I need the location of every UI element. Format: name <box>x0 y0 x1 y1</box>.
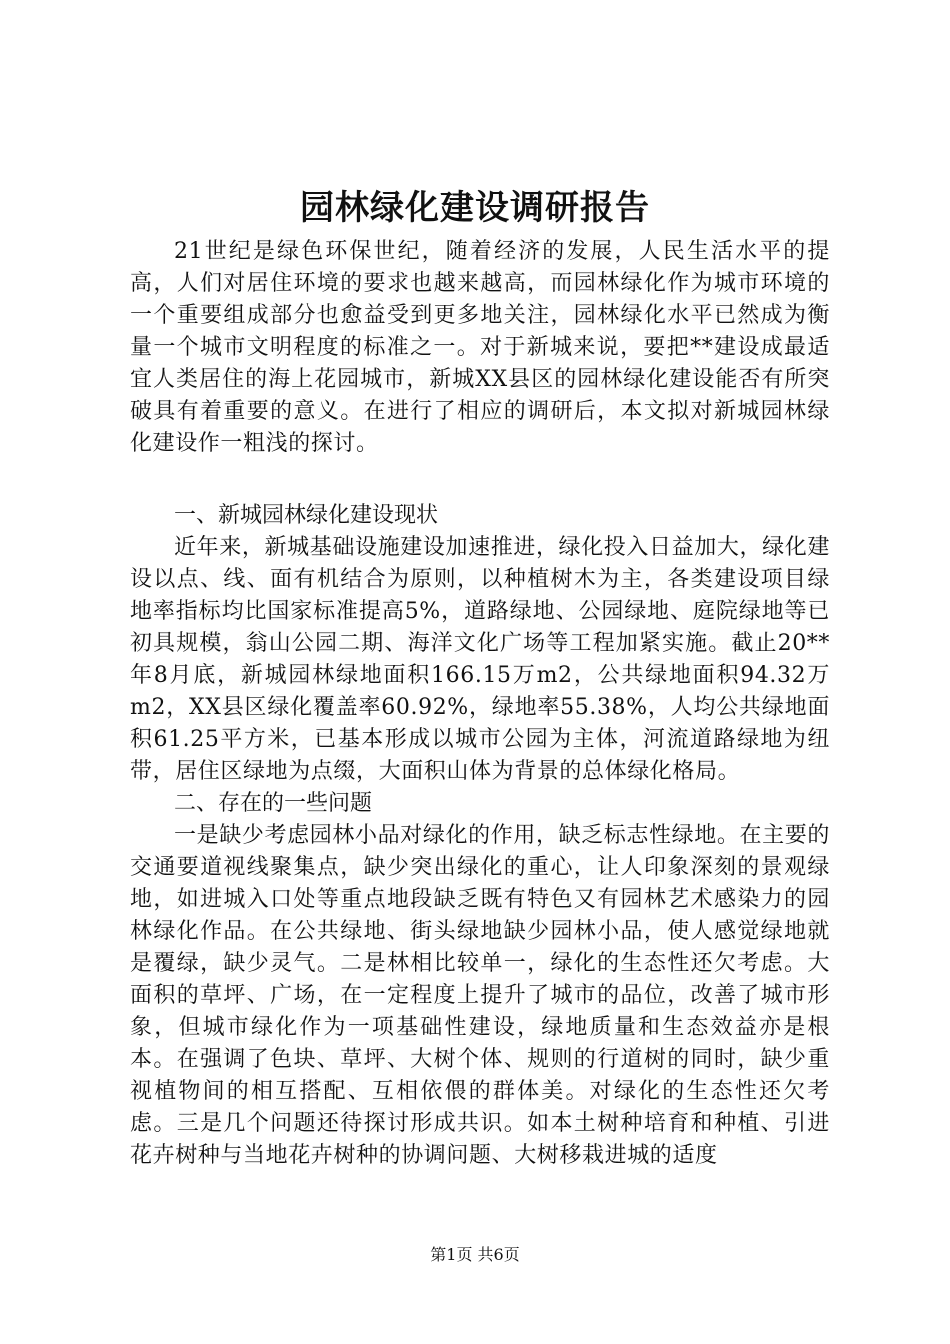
section-heading-problems: 二、存在的一些问题 <box>174 791 373 816</box>
paragraph-spacer <box>130 460 830 500</box>
intro-paragraph: 21世纪是绿色环保世纪，随着经济的发展，人民生活水平的提高，人们对居住环境的要求也越来越高，而园林绿化作为城市环境的一个重要组成部分也愈益受到更多地关注，园林绿化水平已然成为衡量一个城市文明程度的标准之一。对于新城来说，要把**建设成最适宜人类居住的海上花园城市，新城XX县区的园林绿化建设能否有所突破具有着重要的意义。在进行了相应的调研后，本文拟对新城园林绿化建设作一粗浅的探讨。 <box>130 239 830 456</box>
page-number-footer: 第1页 共6页 <box>430 1245 520 1264</box>
document-body <box>130 236 830 1172</box>
section-paragraph-problems: 一是缺少考虑园林小品对绿化的作用，缺乏标志性绿地。在主要的交通要道视线聚集点，缺少突出绿化的重心，让人印象深刻的景观绿地，如进城入口处等重点地段缺乏既有特色又有园林艺术感染力的园林绿化作品。在公共绿地、街头绿地缺少园林小品，使人感觉绿地就是覆绿，缺少灵气。二是林相比较单一，绿化的生态性还欠考虑。大面积的草坪、广场，在一定程度上提升了城市的品位，改善了城市形象，但城市绿化作为一项基础性建设，绿地质量和生态效益亦是根本。在强调了色块、草坪、大树个体、规则的行道树的同时，缺少重视植物间的相互搭配、互相依偎的群体美。对绿化的生态性还欠考虑。三是几个问题还待探讨形成共识。如本土树种培育和种植、引进花卉树种与当地花卉树种的协调问题、大树移栽进城的适度 <box>130 823 830 1168</box>
section-heading-status: 一、新城园林绿化建设现状 <box>174 503 439 528</box>
document-title: 园林绿化建设调研报告 <box>300 188 650 228</box>
section-paragraph-status: 近年来，新城基础设施建设加速推进，绿化投入日益加大，绿化建设以点、线、面有机结合为原则，以种植树木为主，各类建设项目绿地率指标均比国家标准提高5%，道路绿地、公园绿地、庭院绿地等已初具规模，翁山公园二期、海洋文化广场等工程加紧实施。截止20**年8月底，新城园林绿地面积166.15万m2，公共绿地面积94.32万m2，XX县区绿化覆盖率60.92%，绿地率55.38%，人均公共绿地面积61.25平方米，已基本形成以城市公园为主体，河流道路绿地为纽带，居住区绿地为点缀，大面积山体为背景的总体绿化格局。 <box>130 535 830 784</box>
